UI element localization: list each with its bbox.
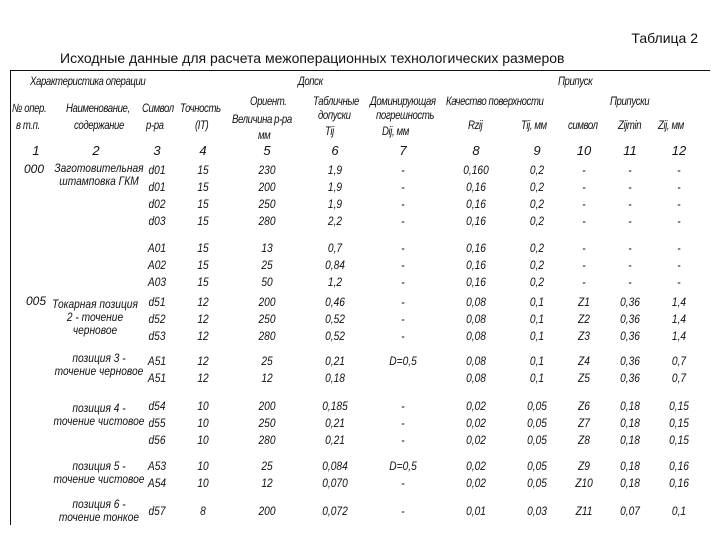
cell-allow-symbol: - (582, 197, 586, 211)
table-row (0, 370, 720, 386)
table-number: Таблица 2 (631, 30, 698, 46)
cell-tol: 0,21 (325, 433, 345, 447)
operation-name: позиция 4 - точение чистовое (53, 401, 145, 428)
cell-tol: 0,52 (325, 329, 345, 343)
cell-zij: - (677, 258, 681, 272)
cell-symbol: A51 (147, 354, 167, 368)
cell-zij: - (677, 163, 681, 177)
tij-header: Tij, мм (521, 118, 547, 132)
operation-name: Токарная позиция 2 - точение черновое (52, 297, 138, 337)
cell-tij: 0,2 (529, 241, 545, 255)
cell-accuracy: 10 (197, 433, 209, 447)
cell-symbol: d55 (148, 416, 166, 430)
tab-tol-header-2: допуски (318, 108, 351, 122)
cell-rz: 0,08 (466, 295, 486, 309)
cell-symbol: d51 (148, 295, 166, 309)
cell-tol: 0,185 (322, 399, 348, 413)
cell-symbol: d01 (148, 180, 166, 194)
cell-zij: 0,15 (669, 416, 689, 430)
cell-tij: 0,2 (529, 214, 545, 228)
cell-tol: 0,21 (325, 354, 345, 368)
cell-zmin: - (628, 163, 632, 177)
cell-dominant: D=0,5 (389, 354, 417, 368)
table-row (0, 328, 720, 344)
name-header-2: содержание (74, 118, 124, 132)
cell-zij: 0,16 (669, 476, 689, 490)
col-number: 6 (331, 143, 339, 158)
cell-rz: 0,02 (466, 399, 486, 413)
cell-rz: 0,02 (466, 416, 486, 430)
cell-symbol: A02 (147, 258, 167, 272)
cell-rz: 0,16 (466, 241, 486, 255)
cell-allow-symbol: Z11 (575, 504, 593, 518)
cell-rz: 0,08 (466, 329, 486, 343)
cell-tol: 0,072 (322, 504, 348, 518)
cell-zij: 0,7 (671, 354, 687, 368)
operation-name: позиция 5 - точение чистовое (53, 459, 145, 486)
cell-zmin: 0,07 (620, 504, 640, 518)
cell-rz: 0,08 (466, 354, 486, 368)
operation-name: Заготовительная штамповка ГКМ (54, 161, 144, 188)
dominant-header: Доминирующая (370, 94, 436, 108)
table-row (0, 274, 720, 290)
cell-dominant: - (401, 312, 405, 326)
cell-dominant: - (401, 476, 405, 490)
cell-accuracy: 12 (197, 354, 209, 368)
cell-zmin: 0,36 (620, 354, 640, 368)
cell-tol: 0,070 (322, 476, 348, 490)
accuracy-header-2: (IT) (195, 118, 209, 132)
cell-dominant: - (401, 163, 405, 177)
cell-dominant: - (401, 329, 405, 343)
cell-dominant: - (401, 399, 405, 413)
cell-zmin: 0,18 (620, 399, 640, 413)
cell-size: 280 (258, 329, 276, 343)
cell-tol: 0,21 (325, 416, 345, 430)
cell-allow-symbol: Z3 (578, 329, 590, 343)
cell-zmin: 0,36 (620, 329, 640, 343)
cell-size: 200 (258, 295, 276, 309)
col-number: 3 (153, 143, 161, 158)
cell-allow-symbol: - (582, 241, 586, 255)
cell-size: 250 (258, 312, 276, 326)
cell-rz: 0,160 (463, 163, 489, 177)
sym-header: символ (568, 118, 598, 132)
table-row (0, 398, 720, 414)
cell-accuracy: 12 (197, 329, 209, 343)
cell-allow-symbol: - (582, 258, 586, 272)
cell-zmin: 0,36 (620, 295, 640, 309)
cell-tol: 0,7 (327, 241, 343, 255)
size-header-2: мм (258, 128, 271, 142)
cell-rz: 0,16 (466, 197, 486, 211)
cell-tij: 0,05 (527, 476, 547, 490)
cell-tol: 1,9 (327, 197, 343, 211)
cell-tol: 0,84 (325, 258, 345, 272)
cell-accuracy: 10 (197, 476, 209, 490)
cell-size: 280 (258, 433, 276, 447)
cell-allow-symbol: Z8 (578, 433, 590, 447)
cell-accuracy: 8 (200, 504, 206, 518)
col-number: 2 (92, 143, 100, 158)
cell-zmin: - (628, 214, 632, 228)
cell-symbol: A01 (147, 241, 167, 255)
cell-size: 200 (258, 399, 276, 413)
allow-group-header: Припуск (558, 74, 593, 88)
operation-name: позиция 3 - точение черновое (54, 351, 144, 378)
cell-accuracy: 12 (197, 371, 209, 385)
cell-zij: 0,15 (669, 433, 689, 447)
cell-tij: 0,05 (527, 433, 547, 447)
cell-symbol: d57 (148, 504, 166, 518)
operation-code: 000 (24, 162, 45, 176)
cell-zij: 0,1 (671, 504, 687, 518)
cell-dominant: - (401, 197, 405, 211)
cell-symbol: A53 (147, 459, 167, 473)
table-title: Исходные данные для расчета межоперационных технологических размеров (60, 50, 565, 66)
cell-dominant: - (401, 180, 405, 194)
cell-symbol: d54 (148, 399, 166, 413)
cell-accuracy: 15 (197, 258, 209, 272)
cell-allow-symbol: - (582, 275, 586, 289)
cell-rz: 0,16 (466, 214, 486, 228)
cell-size: 25 (261, 354, 273, 368)
cell-symbol: d02 (148, 197, 166, 211)
table-row (0, 353, 720, 369)
cell-tij: 0,1 (529, 295, 545, 309)
cell-symbol: d56 (148, 433, 166, 447)
table-row (0, 179, 720, 195)
cell-rz: 0,16 (466, 275, 486, 289)
col-number: 11 (623, 143, 637, 158)
table-row (0, 503, 720, 519)
op-no-header: № опер. (12, 101, 47, 115)
cell-zij: 0,16 (669, 459, 689, 473)
cell-zij: 0,7 (671, 371, 687, 385)
col-number: 7 (399, 143, 407, 158)
zij-header: Zij, мм (658, 118, 684, 132)
cell-tol: 1,2 (327, 275, 343, 289)
cell-rz: 0,08 (466, 371, 486, 385)
cell-zij: - (677, 275, 681, 289)
cell-size: 200 (258, 504, 276, 518)
cell-zmin: - (628, 258, 632, 272)
table-row (0, 162, 720, 178)
cell-zmin: 0,36 (620, 371, 640, 385)
size-header: Величина р-ра (232, 112, 292, 126)
cell-size: 250 (258, 416, 276, 430)
cell-accuracy: 12 (197, 295, 209, 309)
cell-zmin: 0,36 (620, 312, 640, 326)
table-row (0, 257, 720, 273)
cell-zij: 1,4 (671, 312, 687, 326)
cell-tij: 0,2 (529, 258, 545, 272)
table-row (0, 213, 720, 229)
cell-accuracy: 10 (197, 399, 209, 413)
rz-header: Rzij (468, 118, 483, 132)
cell-size: 230 (258, 163, 276, 177)
cell-accuracy: 15 (197, 197, 209, 211)
cell-tol: 0,084 (322, 459, 348, 473)
table-row (0, 240, 720, 256)
table-row (0, 196, 720, 212)
table-top-rule (10, 70, 710, 71)
cell-dominant: - (401, 275, 405, 289)
cell-rz: 0,01 (466, 504, 486, 518)
cell-symbol: d01 (148, 163, 166, 177)
cell-size: 50 (261, 275, 273, 289)
operation-name: позиция 6 - точение тонкое (58, 497, 140, 524)
cell-rz: 0,02 (466, 459, 486, 473)
symbol-header: Символ (142, 101, 174, 115)
cell-allow-symbol: - (582, 163, 586, 177)
cell-size: 250 (258, 197, 276, 211)
cell-zij: 0,15 (669, 399, 689, 413)
cell-tij: 0,05 (527, 416, 547, 430)
col-number: 9 (533, 143, 541, 158)
cell-symbol: d52 (148, 312, 166, 326)
cell-dominant: - (401, 214, 405, 228)
cell-tij: 0,1 (529, 329, 545, 343)
accuracy-header: Точность (180, 101, 221, 115)
cell-tij: 0,1 (529, 371, 545, 385)
cell-accuracy: 15 (197, 275, 209, 289)
operation-group-header: Характеристика операции (30, 74, 146, 88)
cell-allow-symbol: Z1 (578, 295, 590, 309)
allowances-header: Припуски (610, 94, 650, 108)
cell-zmin: 0,18 (620, 433, 640, 447)
cell-symbol: d53 (148, 329, 166, 343)
cell-zij: - (677, 241, 681, 255)
cell-zmin: 0,18 (620, 459, 640, 473)
cell-size: 25 (261, 258, 273, 272)
cell-allow-symbol: Z2 (578, 312, 590, 326)
cell-tij: 0,1 (529, 354, 545, 368)
dominant-header-2: погрешность (376, 108, 435, 122)
dominant-header-3: Dij, мм (382, 124, 409, 138)
cell-rz: 0,08 (466, 312, 486, 326)
dim-group-header: Допск (298, 74, 323, 88)
cell-zij: 1,4 (671, 329, 687, 343)
cell-rz: 0,02 (466, 433, 486, 447)
cell-allow-symbol: Z4 (578, 354, 590, 368)
cell-symbol: A54 (147, 476, 167, 490)
operation-code: 005 (26, 294, 47, 308)
cell-accuracy: 15 (197, 241, 209, 255)
cell-tol: 1,9 (327, 163, 343, 177)
table-row (0, 311, 720, 327)
orient-header: Ориент. (250, 94, 287, 108)
op-no-header-2: в т.п. (16, 118, 40, 132)
cell-allow-symbol: - (582, 214, 586, 228)
cell-tij: 0,2 (529, 197, 545, 211)
cell-accuracy: 15 (197, 180, 209, 194)
cell-tij: 0,2 (529, 275, 545, 289)
cell-zmin: - (628, 275, 632, 289)
cell-tij: 0,05 (527, 459, 547, 473)
col-number: 5 (263, 143, 271, 158)
cell-tol: 0,18 (325, 371, 345, 385)
table-row (0, 475, 720, 491)
col-number: 10 (576, 143, 592, 158)
cell-tij: 0,2 (529, 180, 545, 194)
cell-symbol: A03 (147, 275, 167, 289)
tab-tol-header: Табличные (313, 94, 359, 108)
cell-tol: 2,2 (327, 214, 343, 228)
cell-zmin: - (628, 197, 632, 211)
cell-size: 25 (261, 459, 273, 473)
cell-tol: 1,9 (327, 180, 343, 194)
cell-tij: 0,1 (529, 312, 545, 326)
cell-zmin: - (628, 241, 632, 255)
cell-tij: 0,03 (527, 504, 547, 518)
cell-symbol: d03 (148, 214, 166, 228)
cell-dominant: - (401, 416, 405, 430)
cell-accuracy: 10 (197, 459, 209, 473)
cell-symbol: A51 (147, 371, 167, 385)
cell-dominant: - (401, 258, 405, 272)
col-number: 12 (671, 143, 687, 158)
surface-header: Качество поверхности (446, 94, 544, 108)
cell-tol: 0,52 (325, 312, 345, 326)
cell-rz: 0,16 (466, 180, 486, 194)
cell-allow-symbol: Z10 (575, 476, 593, 490)
cell-allow-symbol: Z6 (578, 399, 590, 413)
col-number: 1 (32, 143, 40, 158)
cell-zij: - (677, 214, 681, 228)
cell-zmin: 0,18 (620, 476, 640, 490)
zmin-header: Zijmin (618, 118, 642, 132)
cell-accuracy: 10 (197, 416, 209, 430)
table-row (0, 415, 720, 431)
cell-size: 13 (261, 241, 273, 255)
cell-allow-symbol: Z5 (578, 371, 590, 385)
cell-tij: 0,05 (527, 399, 547, 413)
col-number: 4 (199, 143, 207, 158)
cell-zij: 1,4 (671, 295, 687, 309)
table-row (0, 458, 720, 474)
cell-size: 200 (258, 180, 276, 194)
cell-zmin: - (628, 180, 632, 194)
symbol-header-2: р-ра (146, 118, 164, 132)
cell-zij: - (677, 180, 681, 194)
cell-accuracy: 15 (197, 214, 209, 228)
cell-allow-symbol: Z9 (578, 459, 590, 473)
cell-rz: 0,16 (466, 258, 486, 272)
cell-zij: - (677, 197, 681, 211)
cell-accuracy: 15 (197, 163, 209, 177)
cell-tol: 0,46 (325, 295, 345, 309)
cell-accuracy: 12 (197, 312, 209, 326)
cell-allow-symbol: Z7 (578, 416, 590, 430)
table-row (0, 432, 720, 448)
cell-dominant: - (401, 241, 405, 255)
cell-zmin: 0,18 (620, 416, 640, 430)
cell-tij: 0,2 (529, 163, 545, 177)
tab-tol-header-3: Tij (325, 124, 334, 138)
cell-allow-symbol: - (582, 180, 586, 194)
cell-dominant: - (401, 433, 405, 447)
cell-size: 12 (261, 371, 273, 385)
col-number: 8 (472, 143, 480, 158)
cell-size: 12 (261, 476, 273, 490)
cell-rz: 0,02 (466, 476, 486, 490)
cell-size: 280 (258, 214, 276, 228)
cell-dominant: - (401, 295, 405, 309)
cell-dominant: D=0,5 (389, 459, 417, 473)
name-header: Наименование, (66, 101, 130, 115)
cell-dominant: - (401, 504, 405, 518)
table-row (0, 294, 720, 310)
